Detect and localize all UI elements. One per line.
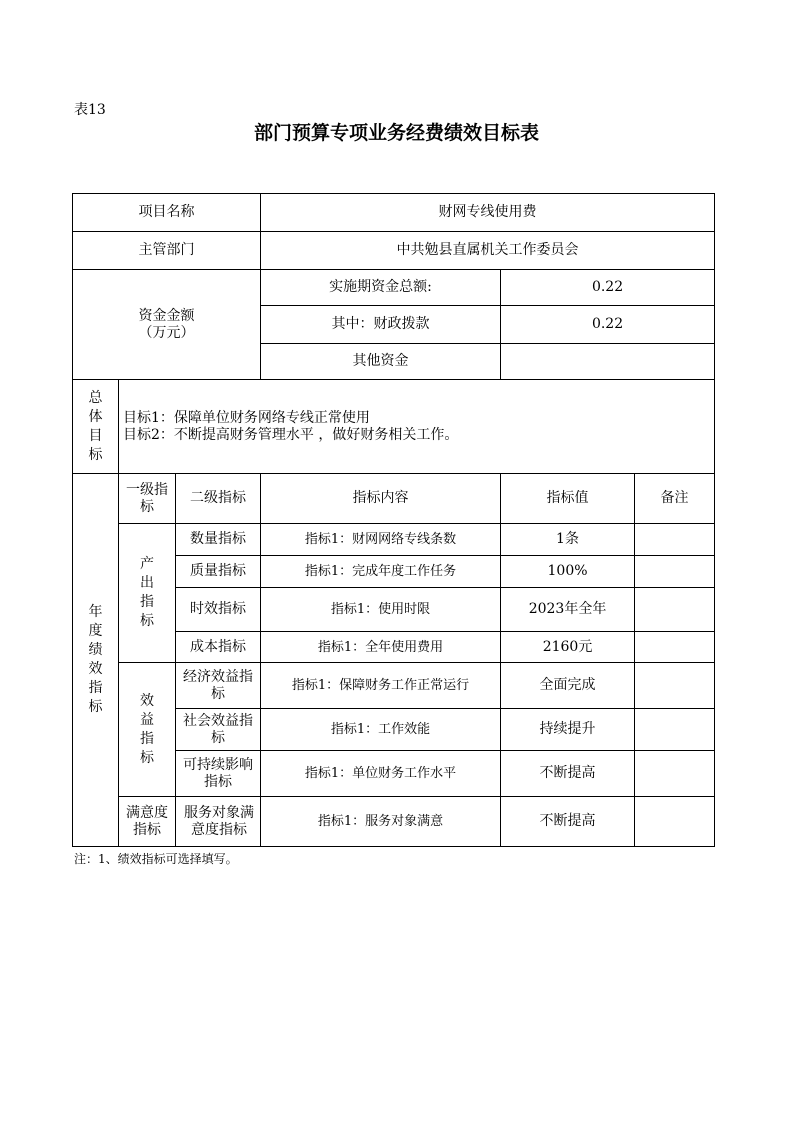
funds-other-label: 其他资金 [261, 344, 501, 380]
level2-cell: 质量指标 [176, 556, 261, 588]
level2-cell: 数量指标 [176, 524, 261, 556]
funds-total-value: 0.22 [501, 270, 715, 306]
content-cell: 指标1：使用时限 [261, 588, 501, 632]
table-number: 表13 [74, 102, 106, 118]
header-value: 指标值 [501, 474, 635, 524]
content-cell: 指标1：完成年度工作任务 [261, 556, 501, 588]
content-cell: 指标1：服务对象满意 [261, 797, 501, 847]
remark-cell [635, 709, 715, 751]
content-cell: 指标1：全年使用费用 [261, 632, 501, 663]
remark-cell [635, 797, 715, 847]
header-remark: 备注 [635, 474, 715, 524]
table-row [73, 270, 715, 306]
level2-cell: 时效指标 [176, 588, 261, 632]
annual-indicators-label: 年度绩效指标 [73, 474, 119, 847]
level2-cell: 社会效益指标 [176, 709, 261, 751]
funds-label-line2: （万元） [138, 324, 195, 341]
table-row [73, 194, 715, 232]
content-cell: 指标1：财网网络专线条数 [261, 524, 501, 556]
level2-cell: 经济效益指标 [176, 663, 261, 709]
content-cell: 指标1：工作效能 [261, 709, 501, 751]
footnote: 注：1、绩效指标可选择填写。 [74, 852, 238, 866]
overall-goal-line2: 目标2：不断提高财务管理水平 ，做好财务相关工作。 [123, 426, 459, 443]
funds-fiscal-value: 0.22 [501, 306, 715, 344]
value-cell: 不断提高 [501, 797, 635, 847]
remark-cell [635, 632, 715, 663]
department-value: 中共勉县直属机关工作委员会 [261, 232, 715, 270]
header-content: 指标内容 [261, 474, 501, 524]
funds-label-line1: 资金金额 [138, 307, 195, 324]
page-title: 部门预算专项业务经费绩效目标表 [253, 122, 539, 144]
value-cell: 全面完成 [501, 663, 635, 709]
table-row [73, 232, 715, 270]
funds-total-label: 实施期资金总额: [261, 270, 501, 306]
table-row [73, 474, 715, 524]
content-cell: 指标1：单位财务工作水平 [261, 751, 501, 797]
overall-goal-line1: 目标1：保障单位财务网络专线正常使用 [123, 409, 370, 426]
content-cell: 指标1：保障财务工作正常运行 [261, 663, 501, 709]
table-row [73, 797, 715, 847]
level2-cell: 可持续影响指标 [176, 751, 261, 797]
project-name-value: 财网专线使用费 [261, 194, 715, 232]
remark-cell [635, 524, 715, 556]
table-row [73, 380, 715, 474]
value-cell: 1条 [501, 524, 635, 556]
remark-cell [635, 751, 715, 797]
table-row [73, 524, 715, 556]
level2-cell: 服务对象满意度指标 [176, 797, 261, 847]
funds-fiscal-label: 其中：财政拨款 [261, 306, 501, 344]
value-cell: 不断提高 [501, 751, 635, 797]
department-label: 主管部门 [73, 232, 261, 270]
value-cell: 持续提升 [501, 709, 635, 751]
level2-cell: 成本指标 [176, 632, 261, 663]
table-row [73, 663, 715, 709]
remark-cell [635, 556, 715, 588]
header-level1: 一级指标 [119, 474, 176, 524]
funds-other-value [501, 344, 715, 380]
satisfaction-indicators-label: 满意度指标 [119, 797, 176, 847]
funds-label [73, 270, 261, 380]
value-cell: 2160元 [501, 632, 635, 663]
project-name-label: 项目名称 [73, 194, 261, 232]
overall-goal-label: 总体目标 [73, 380, 119, 474]
value-cell: 100% [501, 556, 635, 588]
overall-goal-content [119, 380, 715, 474]
value-cell: 2023年全年 [501, 588, 635, 632]
remark-cell [635, 663, 715, 709]
performance-target-table [72, 193, 715, 847]
remark-cell [635, 588, 715, 632]
benefit-indicators-label: 效益指标 [119, 663, 176, 797]
output-indicators-label: 产出指标 [119, 524, 176, 663]
header-level2: 二级指标 [176, 474, 261, 524]
